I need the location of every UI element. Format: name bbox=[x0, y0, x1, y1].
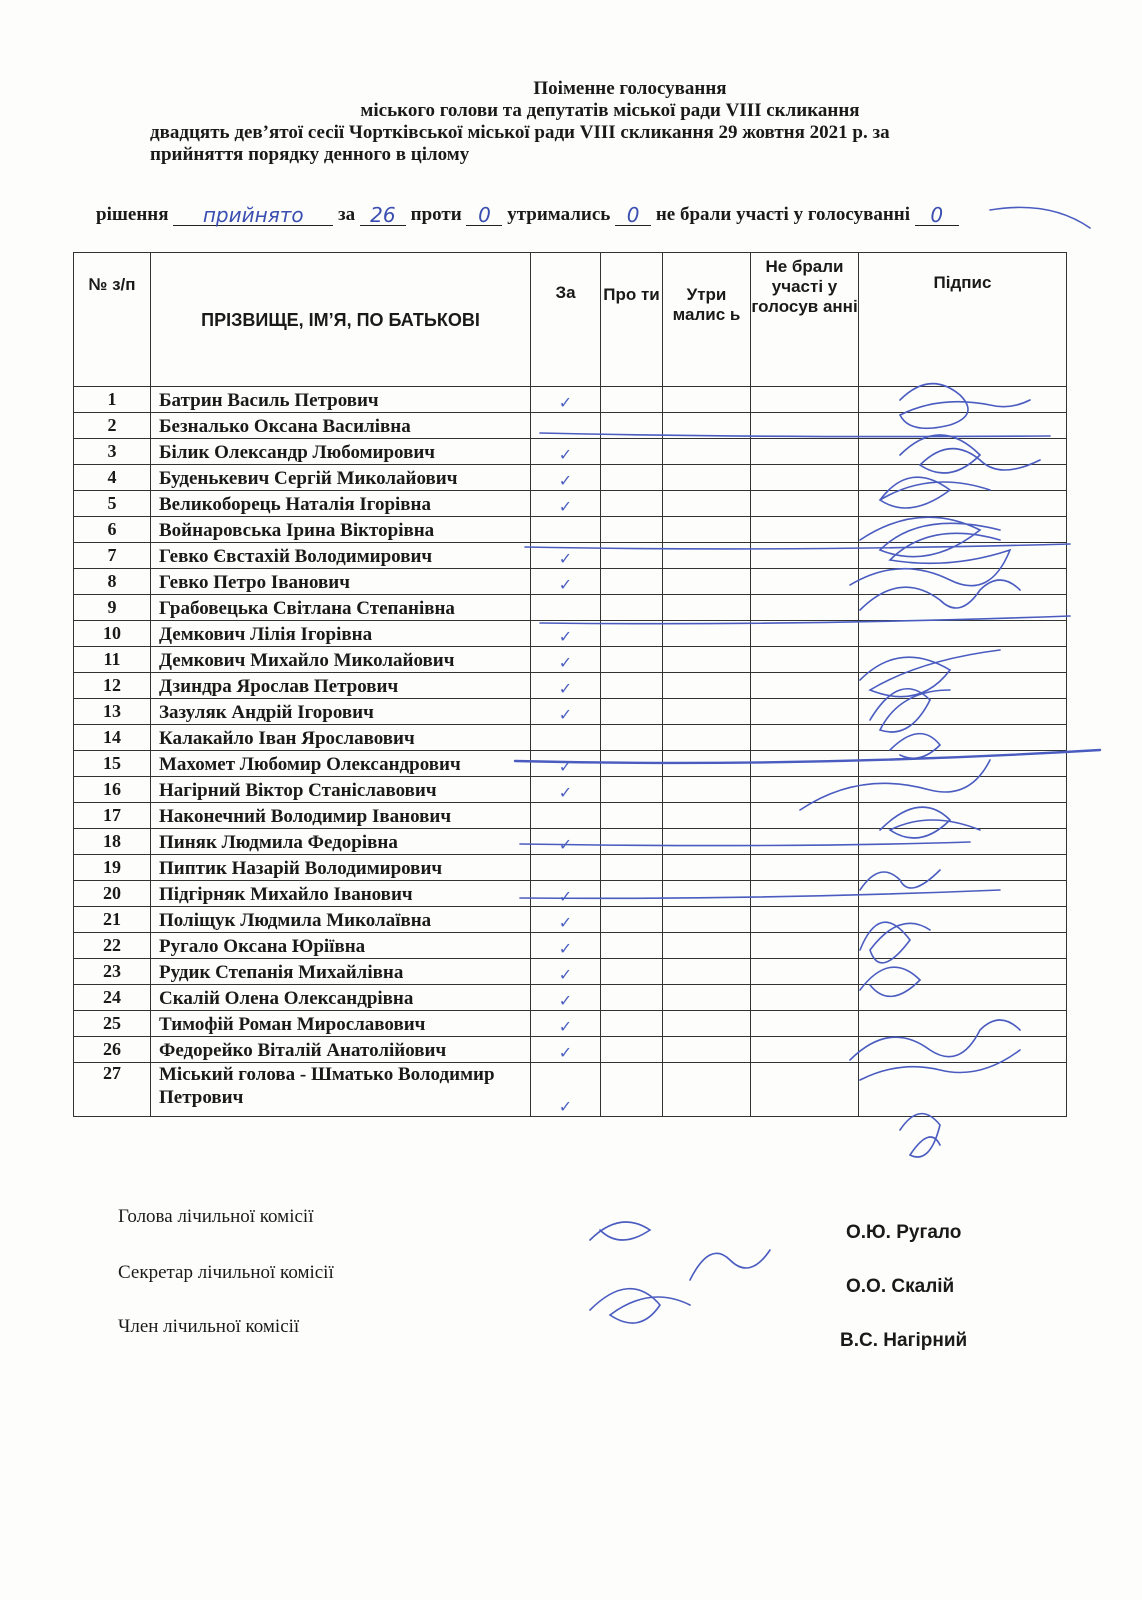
row-name: Білик Олександр Любомирович bbox=[151, 439, 531, 465]
row-ne-braly bbox=[751, 699, 859, 725]
row-utrym bbox=[663, 751, 751, 777]
row-za-mark: ✓ bbox=[531, 907, 601, 933]
header-ne-braly: Не брали участі у голосув анні bbox=[751, 253, 859, 387]
table-row bbox=[74, 985, 1067, 1011]
row-num: 23 bbox=[74, 959, 151, 985]
row-signature bbox=[859, 751, 1067, 777]
row-za-mark bbox=[531, 413, 601, 439]
row-num: 3 bbox=[74, 439, 151, 465]
row-name: Дзиндра Ярослав Петрович bbox=[151, 673, 531, 699]
row-signature bbox=[859, 959, 1067, 985]
row-utrym bbox=[663, 699, 751, 725]
row-name: Гевко Петро Іванович bbox=[151, 569, 531, 595]
commission-head-label: Голова лічильної комісії bbox=[118, 1206, 314, 1227]
row-proty bbox=[601, 595, 663, 621]
decision-value: прийнято bbox=[173, 205, 333, 226]
title-line-2: міського голови та депутатів міської ради VIII скликання bbox=[360, 100, 860, 121]
row-num: 18 bbox=[74, 829, 151, 855]
row-ne-braly bbox=[751, 1011, 859, 1037]
table-row bbox=[74, 777, 1067, 803]
row-num: 24 bbox=[74, 985, 151, 1011]
row-signature bbox=[859, 543, 1067, 569]
row-name: Нагірний Віктор Станіславович bbox=[151, 777, 531, 803]
row-num: 9 bbox=[74, 595, 151, 621]
table-row bbox=[74, 621, 1067, 647]
row-name: Поліщук Людмила Миколаївна bbox=[151, 907, 531, 933]
row-za-mark: ✓ bbox=[531, 1037, 601, 1063]
row-name: Демкович Михайло Миколайович bbox=[151, 647, 531, 673]
proty-label: проти bbox=[410, 204, 462, 225]
row-za-mark: ✓ bbox=[531, 465, 601, 491]
row-proty bbox=[601, 413, 663, 439]
row-proty bbox=[601, 803, 663, 829]
table-row bbox=[74, 751, 1067, 777]
row-name: Грабовецька Світлана Степанівна bbox=[151, 595, 531, 621]
row-name: Федорейко Віталій Анатолійович bbox=[151, 1037, 531, 1063]
row-utrym bbox=[663, 907, 751, 933]
row-utrym bbox=[663, 803, 751, 829]
row-ne-braly bbox=[751, 985, 859, 1011]
row-ne-braly bbox=[751, 491, 859, 517]
row-name: Гевко Євстахій Володимирович bbox=[151, 543, 531, 569]
row-za-mark: ✓ bbox=[531, 387, 601, 413]
row-signature bbox=[859, 413, 1067, 439]
title-line-4: прийняття порядку денного в цілому bbox=[150, 144, 470, 165]
row-proty bbox=[601, 829, 663, 855]
za-label: за bbox=[338, 204, 356, 225]
row-proty bbox=[601, 621, 663, 647]
row-za-mark bbox=[531, 855, 601, 881]
table-row bbox=[74, 1037, 1067, 1063]
row-utrym bbox=[663, 1037, 751, 1063]
row-proty bbox=[601, 881, 663, 907]
row-name: Скалій Олена Олександрівна bbox=[151, 985, 531, 1011]
row-za-mark: ✓ bbox=[531, 621, 601, 647]
row-ne-braly bbox=[751, 569, 859, 595]
row-utrym bbox=[663, 933, 751, 959]
row-name: Підгірняк Михайло Іванович bbox=[151, 881, 531, 907]
row-proty bbox=[601, 985, 663, 1011]
header-name: ПРІЗВИЩЕ, ІМ’Я, ПО БАТЬКОВІ bbox=[151, 253, 531, 387]
row-proty bbox=[601, 673, 663, 699]
row-proty bbox=[601, 647, 663, 673]
row-num: 17 bbox=[74, 803, 151, 829]
commission-member-label: Член лічильної комісії bbox=[118, 1316, 300, 1337]
row-utrym bbox=[663, 439, 751, 465]
row-proty bbox=[601, 569, 663, 595]
row-za-mark bbox=[531, 803, 601, 829]
table-row bbox=[74, 413, 1067, 439]
row-za-mark: ✓ bbox=[531, 673, 601, 699]
row-num: 14 bbox=[74, 725, 151, 751]
row-signature bbox=[859, 777, 1067, 803]
row-name: Пиптик Назарій Володимирович bbox=[151, 855, 531, 881]
table-row bbox=[74, 959, 1067, 985]
table-body bbox=[74, 387, 1067, 1117]
row-signature bbox=[859, 881, 1067, 907]
row-name: Батрин Василь Петрович bbox=[151, 387, 531, 413]
row-proty bbox=[601, 543, 663, 569]
commission-head-name: О.Ю. Ругало bbox=[846, 1222, 962, 1243]
row-proty bbox=[601, 439, 663, 465]
row-utrym bbox=[663, 517, 751, 543]
row-signature bbox=[859, 855, 1067, 881]
row-ne-braly bbox=[751, 439, 859, 465]
table-row bbox=[74, 907, 1067, 933]
za-count: 26 bbox=[360, 205, 406, 226]
table-row bbox=[74, 673, 1067, 699]
row-proty bbox=[601, 933, 663, 959]
row-utrym bbox=[663, 777, 751, 803]
utrym-count: 0 bbox=[615, 205, 651, 226]
row-za-mark bbox=[531, 595, 601, 621]
row-proty bbox=[601, 699, 663, 725]
row-num: 15 bbox=[74, 751, 151, 777]
row-signature bbox=[859, 725, 1067, 751]
row-za-mark: ✓ bbox=[531, 959, 601, 985]
row-name: Наконечний Володимир Іванович bbox=[151, 803, 531, 829]
row-ne-braly bbox=[751, 1037, 859, 1063]
row-ne-braly bbox=[751, 595, 859, 621]
header-pidpys: Підпис bbox=[859, 253, 1067, 387]
row-name: Буденькевич Сергій Миколайович bbox=[151, 465, 531, 491]
row-za-mark: ✓ bbox=[531, 829, 601, 855]
row-ne-braly bbox=[751, 881, 859, 907]
proty-count: 0 bbox=[466, 205, 502, 226]
title-line-3: двадцять дев’ятої сесії Чортківської міської ради VIII скликання 29 жовтня 2021 р. за bbox=[150, 122, 890, 143]
row-ne-braly bbox=[751, 907, 859, 933]
row-num: 21 bbox=[74, 907, 151, 933]
table-row bbox=[74, 881, 1067, 907]
row-utrym bbox=[663, 647, 751, 673]
vote-table bbox=[73, 252, 1067, 1117]
row-num: 10 bbox=[74, 621, 151, 647]
table-row bbox=[74, 829, 1067, 855]
row-num: 2 bbox=[74, 413, 151, 439]
row-ne-braly bbox=[751, 517, 859, 543]
commission-signature-ink bbox=[690, 1250, 770, 1280]
row-signature bbox=[859, 387, 1067, 413]
row-signature bbox=[859, 699, 1067, 725]
row-ne-braly bbox=[751, 543, 859, 569]
row-name: Ругало Оксана Юріївна bbox=[151, 933, 531, 959]
table-row bbox=[74, 803, 1067, 829]
row-utrym bbox=[663, 569, 751, 595]
row-ne-braly bbox=[751, 933, 859, 959]
ne-braly-label: не брали участі у голосуванні bbox=[655, 204, 911, 225]
table-row bbox=[74, 439, 1067, 465]
row-num: 13 bbox=[74, 699, 151, 725]
row-num: 5 bbox=[74, 491, 151, 517]
row-utrym bbox=[663, 387, 751, 413]
row-utrym bbox=[663, 829, 751, 855]
decision-line bbox=[96, 204, 1096, 226]
row-name: Войнаровська Ірина Вікторівна bbox=[151, 517, 531, 543]
row-utrym bbox=[663, 491, 751, 517]
row-name: Великоборець Наталія Ігорівна bbox=[151, 491, 531, 517]
row-utrym bbox=[663, 1011, 751, 1037]
header-proty: Про ти bbox=[601, 253, 663, 387]
row-utrym bbox=[663, 725, 751, 751]
table-row bbox=[74, 543, 1067, 569]
row-za-mark: ✓ bbox=[531, 933, 601, 959]
header-num: № з/п bbox=[74, 253, 151, 387]
table-row bbox=[74, 1011, 1067, 1037]
row-ne-braly bbox=[751, 855, 859, 881]
row-ne-braly bbox=[751, 829, 859, 855]
table-row bbox=[74, 855, 1067, 881]
row-num: 8 bbox=[74, 569, 151, 595]
row-signature bbox=[859, 829, 1067, 855]
row-za-mark: ✓ bbox=[531, 777, 601, 803]
row-ne-braly bbox=[751, 465, 859, 491]
title-line-1: Поіменне голосування bbox=[533, 78, 727, 99]
row-utrym bbox=[663, 881, 751, 907]
table-row bbox=[74, 569, 1067, 595]
row-signature bbox=[859, 1011, 1067, 1037]
row-proty bbox=[601, 725, 663, 751]
row-num: 12 bbox=[74, 673, 151, 699]
row-ne-braly bbox=[751, 621, 859, 647]
table-row bbox=[74, 517, 1067, 543]
document-title bbox=[130, 78, 1070, 166]
row-signature bbox=[859, 621, 1067, 647]
row-utrym bbox=[663, 595, 751, 621]
row-signature bbox=[859, 1063, 1067, 1117]
row-signature bbox=[859, 595, 1067, 621]
row-ne-braly bbox=[751, 673, 859, 699]
row-ne-braly bbox=[751, 751, 859, 777]
utrym-label: утримались bbox=[507, 204, 611, 225]
row-proty bbox=[601, 491, 663, 517]
commission-member-name: В.С. Нагірний bbox=[840, 1330, 968, 1351]
row-za-mark: ✓ bbox=[531, 699, 601, 725]
row-za-mark bbox=[531, 725, 601, 751]
row-name: Безналько Оксана Василівна bbox=[151, 413, 531, 439]
row-ne-braly bbox=[751, 959, 859, 985]
row-num: 27 bbox=[74, 1063, 151, 1117]
row-name: Демкович Лілія Ігорівна bbox=[151, 621, 531, 647]
row-za-mark: ✓ bbox=[531, 439, 601, 465]
table-header-row bbox=[74, 253, 1067, 387]
row-name: Махомет Любомир Олександрович bbox=[151, 751, 531, 777]
row-utrym bbox=[663, 1063, 751, 1117]
row-signature bbox=[859, 933, 1067, 959]
row-signature bbox=[859, 517, 1067, 543]
row-utrym bbox=[663, 543, 751, 569]
row-utrym bbox=[663, 985, 751, 1011]
row-num: 1 bbox=[74, 387, 151, 413]
row-name: Міський голова - Шматько Володимир Петрович bbox=[151, 1063, 531, 1117]
row-proty bbox=[601, 959, 663, 985]
row-utrym bbox=[663, 413, 751, 439]
commission-signature-ink bbox=[590, 1222, 650, 1240]
row-za-mark: ✓ bbox=[531, 1011, 601, 1037]
row-za-mark: ✓ bbox=[531, 569, 601, 595]
row-num: 11 bbox=[74, 647, 151, 673]
row-num: 19 bbox=[74, 855, 151, 881]
header-za: За bbox=[531, 253, 601, 387]
commission-signature-ink bbox=[590, 1289, 690, 1323]
row-za-mark: ✓ bbox=[531, 881, 601, 907]
ne-braly-count: 0 bbox=[915, 205, 959, 226]
table-row bbox=[74, 491, 1067, 517]
row-proty bbox=[601, 465, 663, 491]
row-ne-braly bbox=[751, 777, 859, 803]
row-num: 7 bbox=[74, 543, 151, 569]
row-signature bbox=[859, 673, 1067, 699]
commission-secretary-label: Секретар лічильної комісії bbox=[118, 1262, 334, 1283]
row-ne-braly bbox=[751, 1063, 859, 1117]
row-za-mark bbox=[531, 517, 601, 543]
row-name: Пиняк Людмила Федорівна bbox=[151, 829, 531, 855]
row-ne-braly bbox=[751, 387, 859, 413]
row-num: 26 bbox=[74, 1037, 151, 1063]
row-signature bbox=[859, 803, 1067, 829]
row-proty bbox=[601, 855, 663, 881]
signature-ink bbox=[900, 1114, 940, 1157]
row-za-mark: ✓ bbox=[531, 1063, 601, 1117]
row-num: 6 bbox=[74, 517, 151, 543]
table-row bbox=[74, 699, 1067, 725]
table-row bbox=[74, 933, 1067, 959]
row-proty bbox=[601, 1063, 663, 1117]
table-row bbox=[74, 725, 1067, 751]
row-ne-braly bbox=[751, 803, 859, 829]
row-signature bbox=[859, 569, 1067, 595]
row-ne-braly bbox=[751, 647, 859, 673]
row-signature bbox=[859, 985, 1067, 1011]
row-za-mark: ✓ bbox=[531, 751, 601, 777]
row-za-mark: ✓ bbox=[531, 543, 601, 569]
table-row bbox=[74, 465, 1067, 491]
row-signature bbox=[859, 439, 1067, 465]
table-row bbox=[74, 595, 1067, 621]
row-num: 20 bbox=[74, 881, 151, 907]
row-utrym bbox=[663, 855, 751, 881]
row-signature bbox=[859, 491, 1067, 517]
row-za-mark: ✓ bbox=[531, 647, 601, 673]
row-proty bbox=[601, 907, 663, 933]
row-proty bbox=[601, 777, 663, 803]
row-proty bbox=[601, 1011, 663, 1037]
row-ne-braly bbox=[751, 413, 859, 439]
row-za-mark: ✓ bbox=[531, 491, 601, 517]
row-proty bbox=[601, 751, 663, 777]
row-utrym bbox=[663, 673, 751, 699]
row-signature bbox=[859, 907, 1067, 933]
table-row-last bbox=[74, 1063, 1067, 1117]
table-row bbox=[74, 387, 1067, 413]
row-signature bbox=[859, 647, 1067, 673]
header-utrym: Утри малис ь bbox=[663, 253, 751, 387]
row-utrym bbox=[663, 959, 751, 985]
row-num: 22 bbox=[74, 933, 151, 959]
row-proty bbox=[601, 1037, 663, 1063]
table-row bbox=[74, 647, 1067, 673]
row-proty bbox=[601, 517, 663, 543]
row-za-mark: ✓ bbox=[531, 985, 601, 1011]
row-num: 4 bbox=[74, 465, 151, 491]
row-signature bbox=[859, 1037, 1067, 1063]
row-utrym bbox=[663, 465, 751, 491]
row-name: Зазуляк Андрій Ігорович bbox=[151, 699, 531, 725]
row-proty bbox=[601, 387, 663, 413]
row-signature bbox=[859, 465, 1067, 491]
row-name: Калакайло Іван Ярославович bbox=[151, 725, 531, 751]
commission-secretary-name: О.О. Скалій bbox=[846, 1276, 955, 1297]
row-ne-braly bbox=[751, 725, 859, 751]
row-utrym bbox=[663, 621, 751, 647]
row-name: Тимофій Роман Мирославович bbox=[151, 1011, 531, 1037]
row-name: Рудик Степанія Михайлівна bbox=[151, 959, 531, 985]
decision-label: рішення bbox=[96, 204, 169, 225]
row-num: 16 bbox=[74, 777, 151, 803]
row-num: 25 bbox=[74, 1011, 151, 1037]
